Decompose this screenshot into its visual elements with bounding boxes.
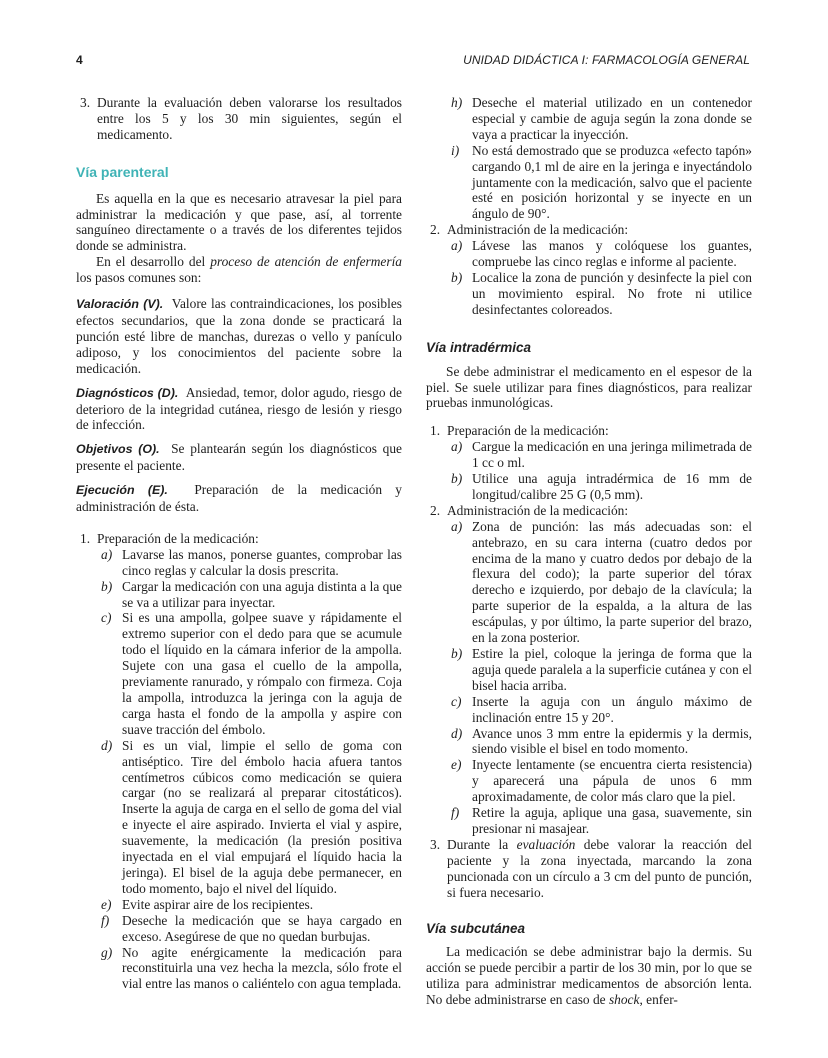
sub-label: c) xyxy=(451,693,462,709)
sub-text: Lávese las manos y colóquese los guantes, compruebe las cinco reglas e informe al paciente. xyxy=(472,238,752,270)
text-run: los pasos comunes son: xyxy=(76,270,202,286)
sub-label: g) xyxy=(101,944,113,960)
sub-text: Inyecte lentamente (se encuentra cierta resistencia) y aparecerá una pápula de unos 6 mm aproximadamente, de color más claro que la piel. xyxy=(472,757,752,805)
sub-label: d) xyxy=(101,737,113,753)
sub-text: Inserte la aguja con un ángulo máximo de inclinación entre 15 y 20°. xyxy=(472,693,752,725)
list-item xyxy=(76,531,402,547)
term-objetivos: Objetivos (O). xyxy=(76,442,160,457)
text-run: En el desarrollo del xyxy=(96,254,211,270)
left-column xyxy=(76,95,402,992)
text-run: Preparación de la medicación y administración de ésta. xyxy=(76,482,402,515)
list-label: 2. xyxy=(430,502,441,518)
sub-label: b) xyxy=(101,578,113,594)
list-item xyxy=(426,837,752,901)
sub-label: b) xyxy=(451,646,463,661)
list-text: Preparación de la medicación: xyxy=(447,423,609,439)
section-title-subcutanea: Vía subcutánea xyxy=(426,920,526,936)
right-column xyxy=(426,95,752,1008)
sub-item xyxy=(426,646,752,694)
sub-text: No agite enérgicamente la medicación para reconstituirla una vez hecha la mezcla, sólo frote el vial entre las manos o caliéntelo con agua templada. xyxy=(122,944,402,992)
paragraph: Es aquella en la que es necesario atravesar la piel para administrar la medicación y que pase, así, al torrente sanguíneo directamente o a través de los diferentes tejidos donde se administra. xyxy=(76,190,402,254)
sub-label: e) xyxy=(451,757,462,773)
sub-text: No está demostrado que se produzca «efecto tapón» cargando 0,1 ml de aire en la jeringa e inyectándolo juntamente con la medicación, salvo que el paciente esté en posición horizontal y se inyecte en un ángulo de 90°. xyxy=(472,142,752,222)
sub-label: a) xyxy=(451,439,463,455)
sub-item xyxy=(426,471,752,503)
term-diagnosticos: Diagnósticos (D). xyxy=(76,385,179,400)
emphasis: proceso de atención de enfermería xyxy=(210,254,402,270)
text-run: Se plantearán según los diagnósticos que presente el paciente. xyxy=(76,441,402,474)
list-label: 3. xyxy=(430,836,441,852)
sub-label: f) xyxy=(451,805,460,821)
list-item xyxy=(426,503,752,519)
sub-text: Si es un vial, limpie el sello de goma con antiséptico. Tire del émbolo hacia afuera tantos centímetros cúbicos como medicación se quiera cargar (no se realizará al preparar citostáticos). Inserte la aguja de carga en el sello de goma del vial e inyecte el aire aspirado. Invierta el vial y aspire, suavemente, la medicación (la presión positiva inyectada en el vial empujará el líquido hacia la jeringa). El bisel de la aguja debe permanecer, en todo momento, bajo el nivel del líquido. xyxy=(122,737,402,896)
sub-item xyxy=(426,238,752,270)
sub-text: Avance unos 3 mm entre la epidermis y la dermis, siendo visible el bisel en todo momento. xyxy=(472,725,752,757)
section-title-parenteral: Vía parenteral xyxy=(76,163,169,180)
sub-item xyxy=(426,694,752,726)
sub-text: Utilice una aguja intradérmica de 16 mm de longitud/calibre 25 G (0,5 mm). xyxy=(472,471,752,502)
sub-text: Cargue la medicación en una jeringa milimetrada de 1 cc o ml. xyxy=(472,439,752,471)
text-run: La medicación se debe administrar bajo la dermis. Su acción se puede percibir a partir de los 30 min, por lo que se utiliza para administrar medicamentos de absorción lenta. No debe administrarse en caso de xyxy=(426,944,752,1008)
term-valoracion: Valoración (V). xyxy=(76,297,164,312)
sub-label: a) xyxy=(451,238,463,254)
sub-text: Si es una ampolla, golpee suave y rápidamente el extremo superior con el dedo para que se acumule todo el líquido en la cámara inferior de la ampolla. Sujete con una gasa el cuello de la ampolla, previamente ranurado, y rómpalo con firmeza. Coja la ampolla, introduzca la jeringa con la aguja de carga hasta el fondo de la ampolla y aspire con suave tracción del émbolo. xyxy=(122,610,402,737)
sub-item xyxy=(426,439,752,471)
diagnosticos-paragraph xyxy=(76,385,402,434)
paragraph: Se debe administrar el medicamento en el espesor de la piel. Se suele utilizar para fines diagnósticos, para realizar pruebas inmunológicas. xyxy=(426,363,752,411)
sub-item xyxy=(76,897,402,913)
text-run: debe valorar la reacción del paciente y la zona inyectada, marcando la zona puncionada con un círculo a 3 cm del punto de punción, si fuera necesario. xyxy=(447,836,752,900)
sub-label: c) xyxy=(101,610,112,626)
sub-item xyxy=(426,757,752,805)
sub-label: a) xyxy=(101,546,113,562)
sub-item xyxy=(76,945,402,993)
list-text: Preparación de la medicación: xyxy=(97,530,259,546)
sub-item xyxy=(76,579,402,611)
section-title-intradermica: Vía intradérmica xyxy=(426,339,532,355)
sub-label: b) xyxy=(451,471,463,487)
list-text: Administración de la medicación: xyxy=(447,222,629,238)
list-label: 1. xyxy=(80,530,91,546)
sub-text: Cargar la medicación con una aguja distinta a la que se va a utilizar para inyectar. xyxy=(122,578,402,610)
sub-item xyxy=(76,610,402,737)
emphasis: shock xyxy=(608,992,640,1008)
sub-item xyxy=(426,519,752,646)
text-run: , enfer- xyxy=(639,992,678,1008)
sub-label: h) xyxy=(451,95,463,110)
sub-label: d) xyxy=(451,725,463,741)
paragraph xyxy=(426,944,752,1008)
page-number: 4 xyxy=(76,53,83,67)
sub-item xyxy=(76,738,402,897)
ejecucion-paragraph xyxy=(76,482,402,515)
objetivos-paragraph xyxy=(76,441,402,474)
list-label: 1. xyxy=(430,423,441,439)
term-ejecucion: Ejecución (E). xyxy=(76,483,168,498)
text-run: Ansiedad, temor, dolor agudo, riesgo de deterioro de la integridad cutánea, riesgo de lesión y riesgo de infección. xyxy=(76,384,402,433)
sub-text: Lavarse las manos, ponerse guantes, comprobar las cinco reglas y calcular la dosis prescrita. xyxy=(122,546,402,578)
emphasis: evaluación xyxy=(516,836,576,852)
sub-text: Estire la piel, coloque la jeringa de forma que la aguja quede paralela a la superficie cutánea y con el bisel hacia arriba. xyxy=(472,646,752,693)
evaluation-step-3 xyxy=(76,95,402,143)
sub-label: b) xyxy=(451,269,463,285)
sub-item xyxy=(426,143,752,223)
text-run: Valore las contraindicaciones, los posibles efectos secundarios, que la zona donde se practicará la punción esté libre de manchas, durezas o vello y panículo adiposo, y los conocimientos del paciente sobre la medicación. xyxy=(76,296,402,376)
sub-item xyxy=(76,913,402,945)
sub-text: Evite aspirar aire de los recipientes. xyxy=(122,896,314,912)
list-text: Administración de la medicación: xyxy=(447,502,629,518)
sub-label: a) xyxy=(451,518,463,534)
list-item xyxy=(426,423,752,439)
list-text: Durante la evaluación deben valorarse los resultados entre los 5 y los 30 min siguientes, según el medicamento. xyxy=(97,95,402,142)
sub-item xyxy=(426,726,752,758)
sub-label: i) xyxy=(451,142,460,158)
sub-text: Zona de punción: las más adecuadas son: el antebrazo, en su cara interna (cuatro dedos por encima de la mano y cuatro dedos por debajo de la flexura del codo); la parte superior del tórax derecho e izquierdo, por debajo de la clavícula; la parte superior de la espalda, a la altura de las escápulas, y por último, la parte superior del brazo, en la zona posterior. xyxy=(472,518,752,646)
list-label: 2. xyxy=(430,222,441,238)
sub-text: Deseche la medicación que se haya cargado en exceso. Asegúrese de que no quedan burbujas. xyxy=(122,912,402,944)
paragraph xyxy=(76,254,402,286)
valoracion-paragraph xyxy=(76,296,402,377)
sub-text: Localice la zona de punción y desinfecte la piel con un movimiento espiral. No frote ni utilice desinfectantes coloreados. xyxy=(472,269,752,317)
sub-item xyxy=(426,95,752,143)
list-item xyxy=(426,222,752,238)
list-label: 3. xyxy=(80,95,91,110)
text-run: Durante la xyxy=(447,836,517,852)
sub-item xyxy=(426,805,752,837)
sub-item xyxy=(76,547,402,579)
sub-text: Retire la aguja, aplique una gasa, suavemente, sin presionar ni masajear. xyxy=(472,805,752,836)
sub-item xyxy=(426,270,752,318)
running-header: UNIDAD DIDÁCTICA I: FARMACOLOGÍA GENERAL xyxy=(463,53,750,67)
sub-text: Deseche el material utilizado en un contenedor especial y cambie de aguja según la zona donde se vaya a practicar la inyección. xyxy=(472,95,752,142)
sub-label: f) xyxy=(101,912,110,928)
sub-label: e) xyxy=(101,896,112,912)
